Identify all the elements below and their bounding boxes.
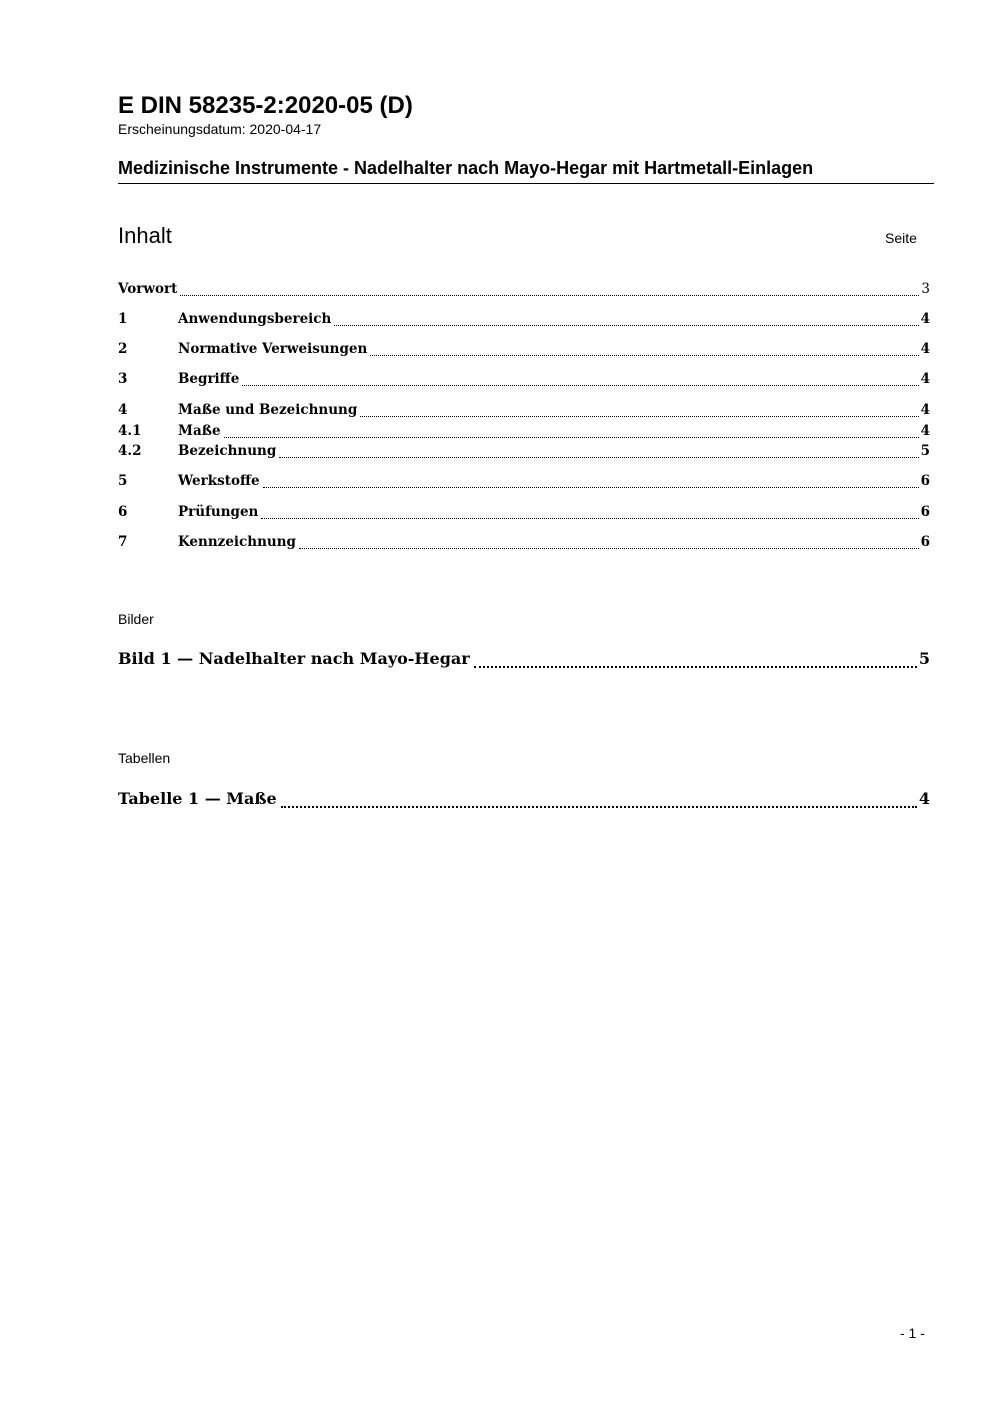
toc-entry-3[interactable] — [118, 371, 930, 389]
publication-date: Erscheinungsdatum: 2020-04-17 — [118, 121, 322, 137]
toc-entry-page: 4 — [920, 402, 930, 418]
dot-leader — [360, 402, 918, 417]
toc-entry-page: 6 — [920, 534, 930, 550]
toc-entry-page: 4 — [920, 423, 930, 439]
title-divider — [118, 183, 934, 184]
toc-entry-label: Normative Verweisungen — [178, 341, 368, 357]
document-id: E DIN 58235-2:2020-05 (D) — [118, 92, 413, 119]
toc-entry-label: Maße — [178, 423, 221, 439]
toc-entry-1[interactable] — [118, 311, 930, 329]
toc-entry-page: 5 — [920, 443, 930, 459]
toc-entry-number: 4.2 — [118, 443, 142, 459]
toc-entry-number: 2 — [118, 341, 128, 357]
toc-entry-5[interactable] — [118, 473, 930, 491]
toc-entry-2[interactable] — [118, 341, 930, 359]
toc-entry-4-1[interactable] — [118, 423, 930, 441]
dot-leader — [263, 473, 919, 488]
toc-entry-6[interactable] — [118, 504, 930, 522]
toc-entry-vorwort[interactable] — [118, 281, 930, 299]
dot-leader — [242, 371, 918, 386]
toc-entry-number: 7 — [118, 534, 128, 550]
toc-entry-number: 5 — [118, 473, 128, 489]
toc-entry-number: 4 — [118, 402, 128, 418]
dot-leader — [281, 791, 917, 808]
document-title: Medizinische Instrumente - Nadelhalter nach Mayo-Hegar mit Hartmetall-Einlagen — [118, 158, 814, 178]
toc-entry-page: 4 — [920, 311, 930, 327]
table-entry-1[interactable] — [118, 789, 930, 811]
page-column-label: Seite — [885, 230, 917, 246]
dot-leader — [279, 443, 918, 458]
toc-entry-7[interactable] — [118, 534, 930, 552]
toc-entry-page: 4 — [920, 341, 930, 357]
figure-entry-label: Bild 1 — Nadelhalter nach Mayo-Hegar — [118, 649, 470, 668]
toc-heading: Inhalt — [118, 223, 172, 248]
dot-leader — [370, 341, 918, 356]
table-entry-label: Tabelle 1 — Maße — [118, 789, 277, 808]
toc-entry-page: 3 — [921, 281, 930, 297]
toc-entry-number: 4.1 — [118, 423, 142, 439]
figure-entry-page: 5 — [918, 649, 930, 668]
toc-entry-number: 3 — [118, 371, 128, 387]
toc-entry-label: Prüfungen — [178, 504, 259, 520]
toc-entry-number: 1 — [118, 311, 128, 327]
dot-leader — [180, 281, 919, 296]
toc-entry-page: 6 — [920, 473, 930, 489]
dot-leader — [334, 311, 918, 326]
page-number: - 1 - — [900, 1325, 925, 1341]
toc-entry-label: Begriffe — [178, 371, 240, 387]
toc-entry-label: Maße und Bezeichnung — [178, 402, 358, 418]
toc-entry-label: Werkstoffe — [178, 473, 260, 489]
figure-entry-1[interactable] — [118, 649, 930, 671]
dot-leader — [224, 423, 919, 438]
toc-entry-label: Kennzeichnung — [178, 534, 296, 550]
dot-leader — [474, 651, 917, 668]
toc-entry-number: 6 — [118, 504, 128, 520]
toc-entry-label: Bezeichnung — [178, 443, 277, 459]
toc-entry-4[interactable] — [118, 402, 930, 420]
table-entry-page: 4 — [918, 789, 930, 808]
toc-entry-page: 6 — [920, 504, 930, 520]
toc-entry-label: Vorwort — [118, 281, 178, 297]
toc-entry-label: Anwendungsbereich — [178, 311, 332, 327]
toc-entry-4-2[interactable] — [118, 443, 930, 461]
toc-entry-page: 4 — [920, 371, 930, 387]
dot-leader — [299, 534, 919, 549]
tables-heading: Tabellen — [118, 750, 171, 766]
figures-heading: Bilder — [118, 611, 154, 627]
dot-leader — [261, 504, 918, 519]
